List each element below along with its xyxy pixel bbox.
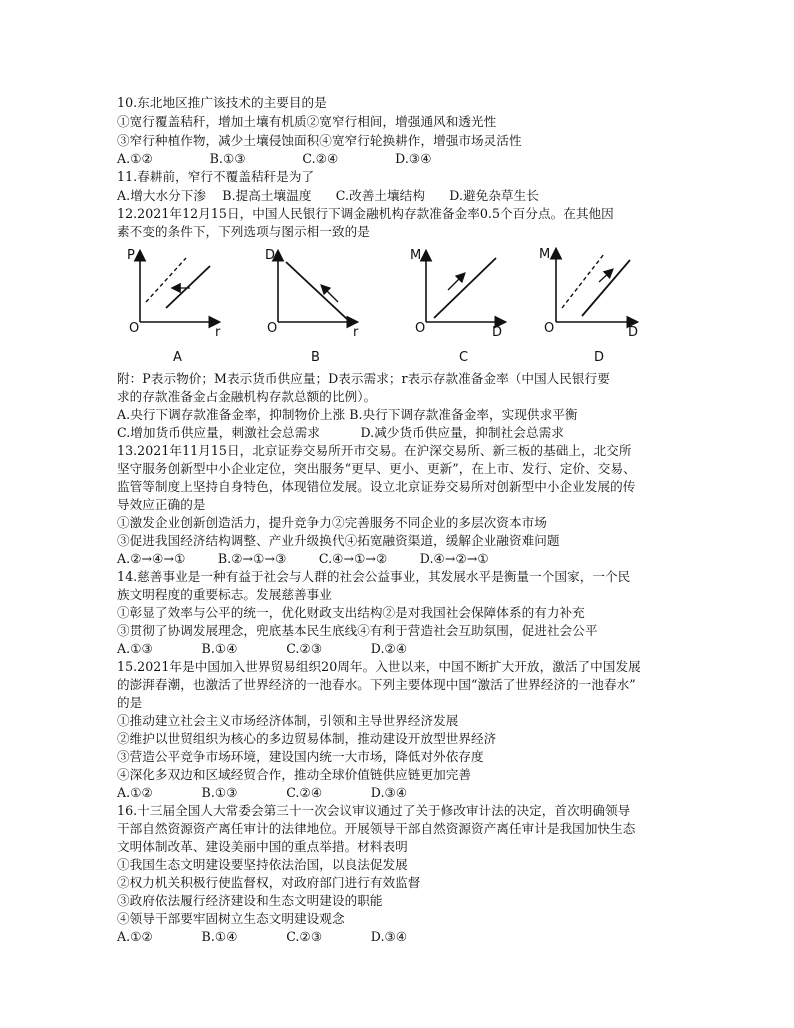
graph-d-caption: D bbox=[594, 350, 605, 365]
q14-choices: A.①③ B.①④ C.②③ D.②④ bbox=[117, 641, 408, 656]
graph-d-origin-label: O bbox=[544, 321, 555, 336]
q14-options-2: ③贯彻了协调发展理念，兜底基本民生底线④有利于营造社会互助氛围，促进社会公平 bbox=[117, 623, 598, 638]
graph-a-origin-label: O bbox=[129, 321, 140, 336]
q16-stem-line1: 16.十三届全国人大常委会第三十一次会议审议通过了关于修改审计法的决定，首次明确领导 bbox=[117, 803, 631, 818]
graph-b bbox=[256, 244, 366, 369]
q15-options-4: ④深化多双边和区域经贸合作，推动全球价值链供应链更加完善 bbox=[117, 767, 472, 782]
q13-options-2: ③促进我国经济结构调整、产业升级换代④拓宽融资渠道，缓解企业融资难问题 bbox=[117, 533, 560, 548]
q16-choices: A.①② B.①④ C.②③ D.③④ bbox=[117, 929, 408, 944]
q12-stem-line2: 素不变的条件下，下列选项与图示相一致的是 bbox=[117, 224, 370, 239]
graph-a-caption: A bbox=[173, 350, 182, 365]
q15-stem-line2: 的澎湃春潮，也激活了世界经济的一池春水。下列主要体现中国“激活了世界经济的一池春水” bbox=[117, 677, 636, 692]
graph-a bbox=[118, 244, 228, 369]
graph-a-x-axis-label: r bbox=[215, 325, 221, 340]
q15-options-1: ①推动建立社会主义市场经济体制，引领和主导世界经济发展 bbox=[117, 713, 459, 728]
graph-d-y-axis-label: M bbox=[539, 247, 551, 262]
q10-stem: 10.东北地区推广该技术的主要目的是 bbox=[117, 95, 327, 110]
q12-stem-line1: 12.2021年12月15日，中国人民银行下调金融机构存款准备金率0.5个百分点。在其他因 bbox=[117, 206, 614, 221]
graph-c bbox=[404, 244, 514, 369]
q10-options-2: ③窄行种植作物，减少土壤侵蚀面积④宽窄行轮换耕作，增强市场灵活性 bbox=[117, 133, 522, 148]
q10-options-1: ①宽行覆盖秸秆，增加土壤有机质②宽窄行相间，增强通风和透光性 bbox=[117, 114, 497, 129]
graph-c-y-axis-label: M bbox=[410, 248, 422, 263]
q15-stem-line3: 的是 bbox=[117, 695, 143, 710]
q13-stem-line1: 13.2021年11月15日，北京证券交易所开市交易。在沪深交易所、新三板的基础上，北交所 bbox=[117, 443, 632, 458]
q11-stem: 11.春耕前，窄行不覆盖秸秆是为了 bbox=[117, 169, 315, 184]
q15-options-2: ②维护以世贸组织为核心的多边贸易体制，推动建设开放型世界经济 bbox=[117, 731, 497, 746]
q13-stem-line2: 坚守服务创新型中小企业定位，突出服务“更早、更小、更新”，在上市、发行、定价、交易、 bbox=[117, 461, 636, 476]
q15-choices: A.①② B.①③ C.②④ D.③④ bbox=[117, 785, 408, 800]
graph-d bbox=[532, 242, 647, 369]
graph-c-caption: C bbox=[459, 350, 469, 365]
q16-stem-line3: 文明体制改革、建设美丽中国的重点举措。材料表明 bbox=[117, 839, 408, 854]
graph-b-x-axis-label: r bbox=[353, 325, 359, 340]
graph-a-y-axis-label: P bbox=[127, 248, 135, 263]
q12-choices-cd: C.增加货币供应量，刺激社会总需求 D.减少货币供应量，抑制社会总需求 bbox=[117, 425, 564, 440]
q12-choices-ab: A.央行下调存款准备金率，抑制物价上涨 B.央行下调存款准备金率，实现供求平衡 bbox=[117, 407, 578, 422]
q14-options-1: ①彰显了效率与公平的统一，优化财政支出结构②是对我国社会保障体系的有力补充 bbox=[117, 605, 585, 620]
q16-options-2: ②权力机关积极行使监督权，对政府部门进行有效监督 bbox=[117, 875, 421, 890]
q16-options-3: ③政府依法履行经济建设和生态文明建设的职能 bbox=[117, 893, 383, 908]
q15-options-3: ③营造公平竞争市场环境，建设国内统一大市场，降低对外依存度 bbox=[117, 749, 484, 764]
q10-choices: A.①② B.①③ C.②④ D.③④ bbox=[117, 151, 432, 166]
q14-stem-line1: 14.慈善事业是一种有益于社会与人群的社会公益事业，其发展水平是衡量一个国家，一个民 bbox=[117, 569, 631, 584]
q13-stem-line3: 监管等制度上坚持自身特色，体现错位发展。设立北京证券交易所对创新型中小企业发展的传 bbox=[117, 479, 636, 494]
graph-b-caption: B bbox=[311, 350, 320, 365]
q14-stem-line2: 族文明程度的重要标志。发展慈善事业 bbox=[117, 587, 332, 602]
q16-stem-line2: 干部自然资源资产离任审计的法律地位。开展领导干部自然资源资产离任审计是我国加快生态 bbox=[117, 821, 636, 836]
q13-choices: A.②→④→① B.②→①→③ C.④→①→② D.④→②→① bbox=[117, 551, 489, 566]
q15-stem-line1: 15.2021年是中国加入世界贸易组织20周年。入世以来，中国不断扩大开放，激活了中国发展 bbox=[117, 659, 641, 674]
graph-c-origin-label: O bbox=[415, 321, 426, 336]
q12-note-line2: 求的存款准备金占金融机构存款总额的比例）。 bbox=[117, 389, 377, 404]
q13-options-1: ①激发企业创新创造活力，提升竞争力②完善服务不同企业的多层次资本市场 bbox=[117, 515, 547, 530]
graph-b-origin-label: O bbox=[267, 321, 278, 336]
graph-c-x-axis-label: D bbox=[492, 325, 503, 340]
q16-options-1: ①我国生态文明建设要坚持依法治国，以良法促发展 bbox=[117, 857, 408, 872]
graph-d-x-axis-label: D bbox=[628, 325, 639, 340]
q13-stem-line4: 导效应正确的是 bbox=[117, 497, 206, 512]
q16-options-4: ④领导干部要牢固树立生态文明建设观念 bbox=[117, 911, 345, 926]
q11-choices: A.增大水分下渗 B.提高土壤温度 C.改善土壤结构 D.避免杂草生长 bbox=[117, 188, 539, 203]
q12-note-line1: 附：P表示物价；M表示货币供应量；D表示需求；r表示存款准备金率（中国人民银行要 bbox=[117, 371, 610, 386]
graph-b-y-axis-label: D bbox=[265, 248, 276, 263]
